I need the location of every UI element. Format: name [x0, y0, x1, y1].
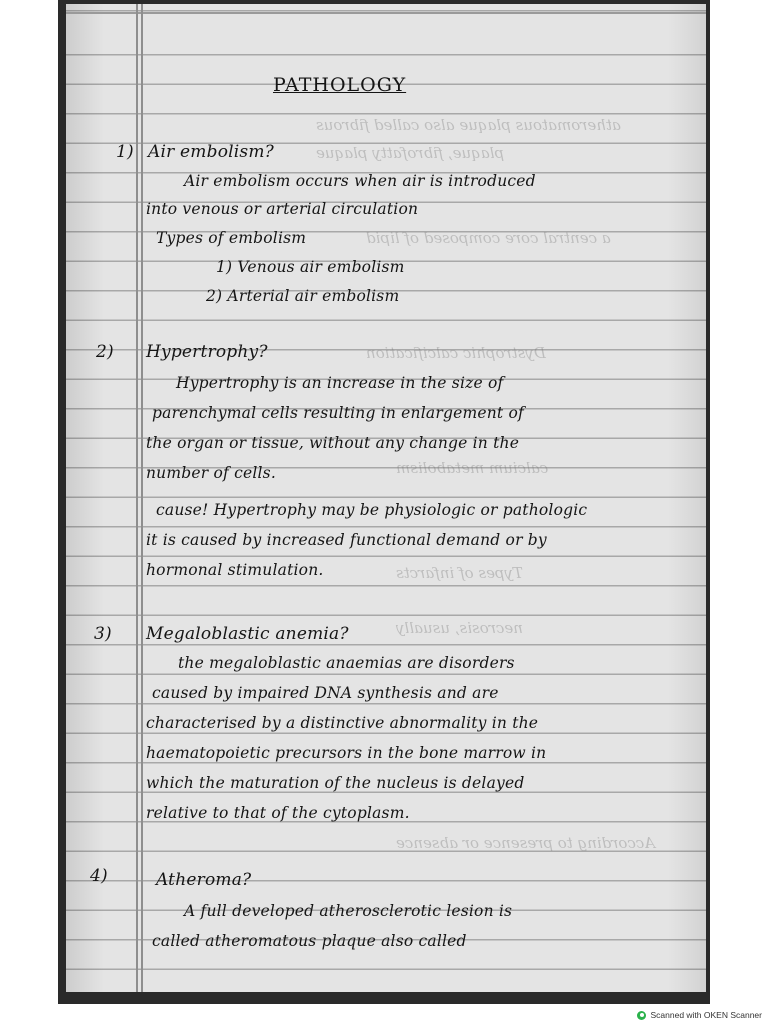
show-through-text: calcium metabolism	[396, 459, 549, 477]
show-through-text: Types of infarcts	[396, 564, 524, 582]
text-line: Hypertrophy is an increase in the size of	[176, 374, 504, 392]
page-top-rule	[66, 12, 706, 14]
scanner-watermark	[637, 1010, 762, 1020]
section-number: 3)	[94, 624, 112, 644]
section-number: 1)	[116, 142, 134, 162]
watermark-text: Scanned with OKEN Scanner	[650, 1010, 762, 1020]
text-line: 1) Venous air embolism	[216, 258, 405, 276]
show-through-text: atheromatous plaque also called fibrous	[316, 116, 621, 134]
show-through-text: a central core composed of lipid	[366, 229, 611, 247]
section-heading: Hypertrophy?	[146, 342, 268, 362]
text-line: haematopoietic precursors in the bone marrow in	[146, 744, 547, 762]
text-line: characterised by a distinctive abnormality in the	[146, 714, 539, 732]
oken-scanner-logo-icon	[637, 1011, 646, 1020]
section-heading: Megaloblastic anemia?	[146, 624, 349, 644]
section-heading: Atheroma?	[156, 870, 252, 890]
notebook-page	[66, 4, 706, 992]
show-through-text: necrosis, usually	[396, 619, 523, 637]
text-line: the organ or tissue, without any change in the	[146, 434, 520, 452]
text-line: caused by impaired DNA synthesis and are	[152, 684, 499, 702]
section-number: 2)	[96, 342, 114, 362]
text-line: 2) Arterial air embolism	[206, 287, 400, 305]
section-heading: Air embolism?	[148, 142, 274, 162]
text-line: Air embolism occurs when air is introduced	[184, 172, 536, 190]
text-line: the megaloblastic anaemias are disorders	[178, 654, 515, 672]
text-line: number of cells.	[146, 464, 276, 482]
text-line: it is caused by increased functional demand or by	[146, 531, 547, 549]
section-number: 4)	[90, 866, 108, 886]
text-line: parenchymal cells resulting in enlargement of	[152, 404, 524, 422]
text-line: into venous or arterial circulation	[146, 200, 419, 218]
show-through-text: plaque, fibrofatty plaque	[316, 144, 505, 162]
text-line: called atheromatous plaque also called	[152, 932, 467, 950]
text-line: hormonal stimulation.	[146, 561, 324, 579]
margin-line	[141, 4, 143, 992]
text-line: which the maturation of the nucleus is delayed	[146, 774, 525, 792]
show-through-text: Dystrophic calcification	[366, 344, 546, 362]
page-title: PATHOLOGY	[273, 74, 407, 96]
text-line: cause! Hypertrophy may be physiologic or pathologic	[156, 501, 588, 519]
text-line: relative to that of the cytoplasm.	[146, 804, 410, 822]
text-line: A full developed atherosclerotic lesion is	[184, 902, 513, 920]
text-line: Types of embolism	[156, 229, 307, 247]
margin-line	[136, 4, 138, 992]
show-through-text: According to presence or absence	[396, 834, 656, 852]
